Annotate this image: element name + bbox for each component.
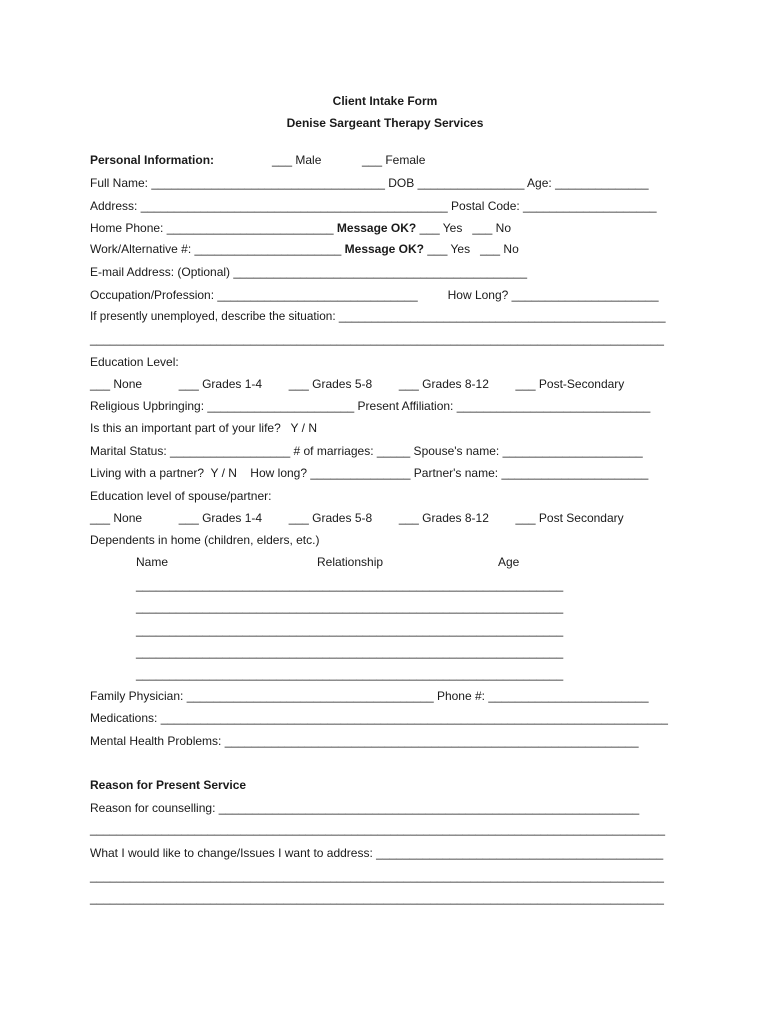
work-phone-label: Work/Alternative #: ______________________: [90, 242, 342, 256]
dependent-row[interactable]: ________________________________________________________________: [136, 645, 564, 659]
change-issues-continuation[interactable]: ______________________________________________________________________________________: [90, 869, 664, 883]
mental-health-field[interactable]: Mental Health Problems: ______________________________________________________________: [90, 734, 639, 748]
marital-status-field[interactable]: Marital Status: __________________ # of marriages: _____ Spouse's name: _____________________: [90, 444, 643, 458]
form-title: Client Intake Form: [332, 94, 438, 108]
female-option[interactable]: ___ Female: [362, 153, 426, 167]
home-phone-label: Home Phone: _________________________: [90, 221, 334, 235]
physician-field[interactable]: Family Physician: _____________________________________ Phone #: ________________________: [90, 689, 649, 703]
occupation-field[interactable]: Occupation/Profession: ______________________________ How Long? ______________________: [90, 288, 659, 302]
dependents-col-age: Age: [498, 555, 520, 569]
education-level-label: Education Level:: [90, 355, 179, 369]
work-message-yes-no[interactable]: ___ Yes ___ No: [424, 242, 519, 256]
education-level-options[interactable]: ___ None ___ Grades 1-4 ___ Grades 5-8 ___ Grades 8-12 ___ Post-Secondary: [90, 377, 625, 391]
personal-info-heading: Personal Information:: [90, 153, 215, 167]
spouse-education-label: Education level of spouse/partner:: [90, 489, 272, 503]
spouse-education-options[interactable]: ___ None ___ Grades 1-4 ___ Grades 5-8 ___ Grades 8-12 ___ Post Secondary: [90, 511, 624, 525]
unemployed-continuation[interactable]: ______________________________________________________________________________________: [90, 332, 664, 346]
dependent-row[interactable]: ________________________________________________________________: [136, 623, 564, 637]
dependents-col-name: Name: [136, 555, 169, 569]
home-message-yes-no[interactable]: ___ Yes ___ No: [416, 221, 512, 235]
dependent-row[interactable]: ________________________________________________________________: [136, 600, 564, 614]
unemployed-field[interactable]: If presently unemployed, describe the situation: __________________________________________________: [90, 310, 666, 323]
medications-field[interactable]: Medications: ____________________________________________________________________________: [90, 711, 668, 725]
work-message-ok-label: Message OK?: [344, 242, 425, 256]
home-phone-field[interactable]: [90, 221, 511, 235]
dependents-label: Dependents in home (children, elders, etc.): [90, 533, 320, 547]
counselling-reason-field[interactable]: Reason for counselling: _______________________________________________________________: [90, 801, 640, 815]
form-subtitle: Denise Sargeant Therapy Services: [286, 116, 484, 130]
address-field[interactable]: Address: ______________________________________________ Postal Code: ____________________: [90, 199, 657, 213]
religion-field[interactable]: Religious Upbringing: ______________________ Present Affiliation: _____________________________: [90, 399, 651, 413]
change-issues-field[interactable]: What I would like to change/Issues I want to address: ___________________________________________: [90, 846, 664, 860]
dependents-col-relationship: Relationship: [317, 555, 384, 569]
religion-importance[interactable]: Is this an important part of your life? Y / N: [90, 421, 317, 435]
change-issues-continuation[interactable]: ______________________________________________________________________________________: [90, 891, 664, 905]
email-field[interactable]: E-mail Address: (Optional) ____________________________________________: [90, 265, 528, 279]
reason-heading: Reason for Present Service: [90, 778, 247, 792]
male-option[interactable]: ___ Male: [272, 153, 322, 167]
home-message-ok-label: Message OK?: [336, 221, 417, 235]
dependent-row[interactable]: ________________________________________________________________: [136, 578, 564, 592]
work-phone-field[interactable]: [90, 242, 519, 256]
partner-field[interactable]: Living with a partner? Y / N How long? _______________ Partner's name: ______________________: [90, 466, 649, 480]
counselling-reason-continuation[interactable]: ________________________________________________________________________________________: [90, 823, 666, 836]
dependent-row[interactable]: ________________________________________________________________: [136, 667, 564, 681]
full-name-field[interactable]: Full Name: ___________________________________ DOB ________________ Age: ______________: [90, 176, 649, 190]
